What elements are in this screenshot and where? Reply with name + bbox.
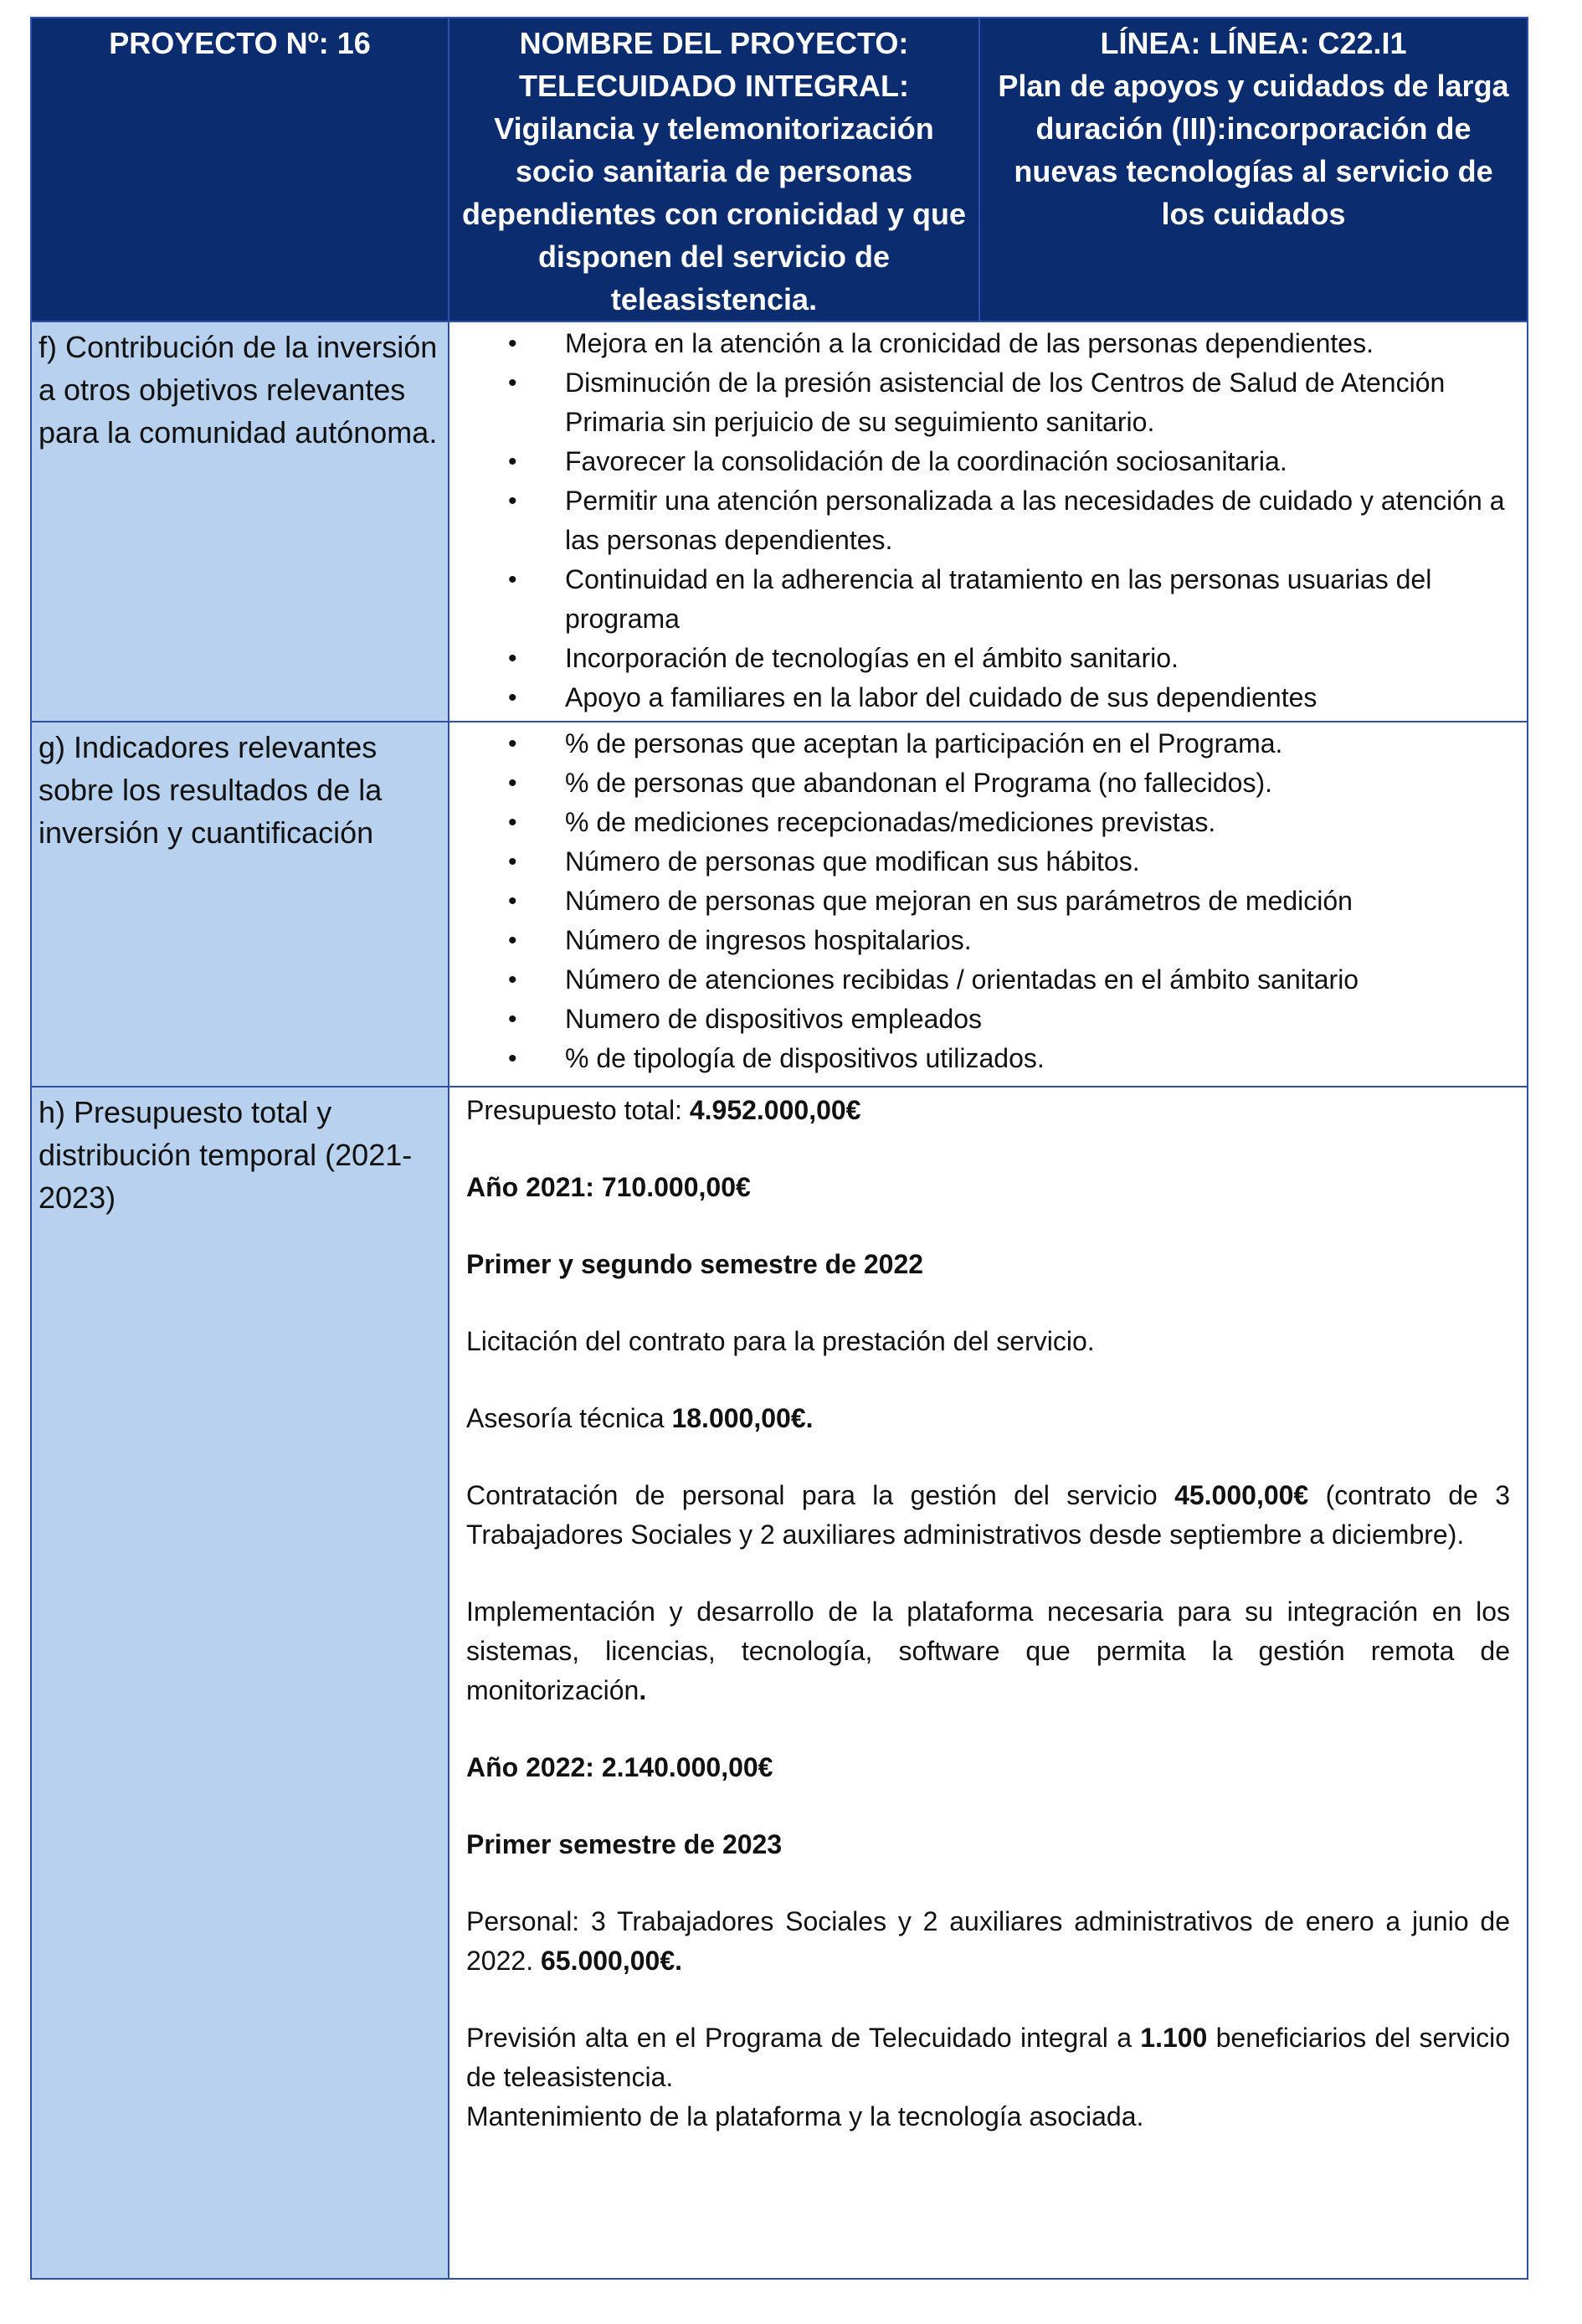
list-item: • Favorecer la consolidación de la coordinación sociosanitaria. [449, 442, 1518, 481]
semester-2023 [466, 1825, 1510, 1864]
project-number: PROYECTO Nº: 16 [109, 26, 371, 60]
section-h-content-cell [449, 1087, 1528, 2279]
budget-total [466, 1091, 1510, 1130]
asesoria [466, 1399, 1510, 1438]
list-item: • % de mediciones recepcionadas/mediciones previstas. [449, 803, 1518, 842]
semester-2023-heading: Primer semestre de 2023 [466, 1829, 783, 1859]
section-g-content-cell [449, 722, 1528, 1087]
implementacion-period: . [639, 1675, 647, 1705]
section-f-content-cell [449, 321, 1528, 722]
list-item: • Incorporación de tecnologías en el ámbito sanitario. [449, 639, 1518, 678]
year-2022 [466, 1748, 1510, 1787]
prevision [466, 2018, 1510, 2097]
list-item: • Apoyo a familiares en la labor del cuidado de sus dependientes [449, 678, 1518, 717]
list-item: • Permitir una atención personalizada a las necesidades de cuidado y atención a las personas dependientes. [449, 481, 1518, 560]
list-item: • Continuidad en la adherencia al tratamiento en las personas usuarias del programa [449, 560, 1518, 639]
personal-text: Personal: 3 Trabajadores Sociales y 2 auxiliares administrativos de enero a junio de 2022. [466, 1906, 1510, 1976]
list-item: • Número de atenciones recibidas / orientadas en el ámbito sanitario [449, 960, 1518, 1000]
section-f-row [31, 321, 1528, 722]
year-2021-value: Año 2021: 710.000,00€ [466, 1172, 751, 1202]
asesoria-label: Asesoría técnica [466, 1403, 672, 1433]
contratacion [466, 1476, 1510, 1555]
contratacion-label: Contratación de personal para la gestión del servicio [466, 1480, 1175, 1510]
section-g-list [449, 722, 1527, 1078]
list-item: • % de personas que abandonan el Programa (no fallecidos). [449, 764, 1518, 803]
list-item: • % de tipología de dispositivos utilizados. [449, 1039, 1518, 1078]
implementacion-text: Implementación y desarrollo de la plataforma necesaria para su integración en los sistemas, licencias, tecnología, software que permita la gestión remota de monitorización [466, 1596, 1510, 1705]
line-description: Plan de apoyos y cuidados de larga duración (III):incorporación de nuevas tecnologías al servicio de los cuidados [998, 69, 1509, 231]
list-item: • Disminución de la presión asistencial de los Centros de Salud de Atención Primaria sin perjuicio de su seguimiento sanitario. [449, 363, 1518, 442]
mantenimiento-text: Mantenimiento de la plataforma y la tecnología asociada. [466, 2101, 1144, 2131]
contratacion-value: 45.000,00€ [1174, 1480, 1309, 1510]
list-item: • Número de personas que modifican sus hábitos. [449, 842, 1518, 882]
budget-text [449, 1087, 1527, 2136]
section-h-row [31, 1087, 1528, 2279]
personal-value: 65.000,00€. [540, 1946, 683, 1976]
line-code: LÍNEA: LÍNEA: C22.I1 [1100, 26, 1407, 60]
section-f-label-cell [31, 321, 449, 722]
contratacion-detail: (contrato de 3 Trabajadores Sociales y 2 auxiliares administrativos desde septiembre a diciembre). [466, 1480, 1511, 1550]
list-item: • Numero de dispositivos empleados [449, 1000, 1518, 1039]
project-table [30, 17, 1528, 2280]
personal [466, 1902, 1510, 1981]
asesoria-value: 18.000,00€. [671, 1403, 814, 1433]
semester-2022 [466, 1245, 1510, 1284]
project-name-title: TELECUIDADO INTEGRAL: [519, 69, 909, 103]
section-f-list [449, 322, 1527, 717]
project-name-description: Vigilancia y telemonitorización socio sanitaria de personas dependientes con cronicidad y que disponen del servicio de teleasistencia. [461, 111, 967, 316]
budget-total-label: Presupuesto total: [466, 1095, 690, 1125]
list-item: • % de personas que aceptan la participación en el Programa. [449, 724, 1518, 764]
licitacion-text: Licitación del contrato para la prestación del servicio. [466, 1326, 1095, 1356]
header-project-name-cell [449, 18, 979, 321]
list-item: • Número de personas que mejoran en sus parámetros de medición [449, 882, 1518, 921]
section-h-label-cell [31, 1087, 449, 2279]
list-item: • Número de ingresos hospitalarios. [449, 921, 1518, 960]
section-g-label-cell [31, 722, 449, 1087]
section-g-row [31, 722, 1528, 1087]
semester-2022-heading: Primer y segundo semestre de 2022 [466, 1249, 924, 1279]
list-item: • Mejora en la atención a la cronicidad de las personas dependientes. [449, 324, 1518, 363]
year-2021 [466, 1168, 1510, 1207]
budget-total-value: 4.952.000,00€ [689, 1095, 861, 1125]
section-g-label: g) Indicadores relevantes sobre los resultados de la inversión y cuantificación [39, 730, 383, 850]
section-h-label: h) Presupuesto total y distribución temporal (2021-2023) [39, 1095, 413, 1215]
header-line-cell [979, 18, 1528, 321]
header-row [31, 18, 1528, 321]
section-f-label: f) Contribución de la inversión a otros objetivos relevantes para la comunidad autónoma. [39, 330, 438, 450]
header-project-number-cell [31, 18, 449, 321]
implementacion [466, 1592, 1510, 1710]
year-2022-value: Año 2022: 2.140.000,00€ [466, 1752, 773, 1782]
prevision-value: 1.100 [1140, 2023, 1208, 2053]
prevision-detail: beneficiarios del servicio de teleasistencia. [466, 2023, 1511, 2092]
prevision-label: Previsión alta en el Programa de Telecuidado integral a [466, 2023, 1141, 2053]
project-name-heading: NOMBRE DEL PROYECTO: [519, 26, 909, 60]
